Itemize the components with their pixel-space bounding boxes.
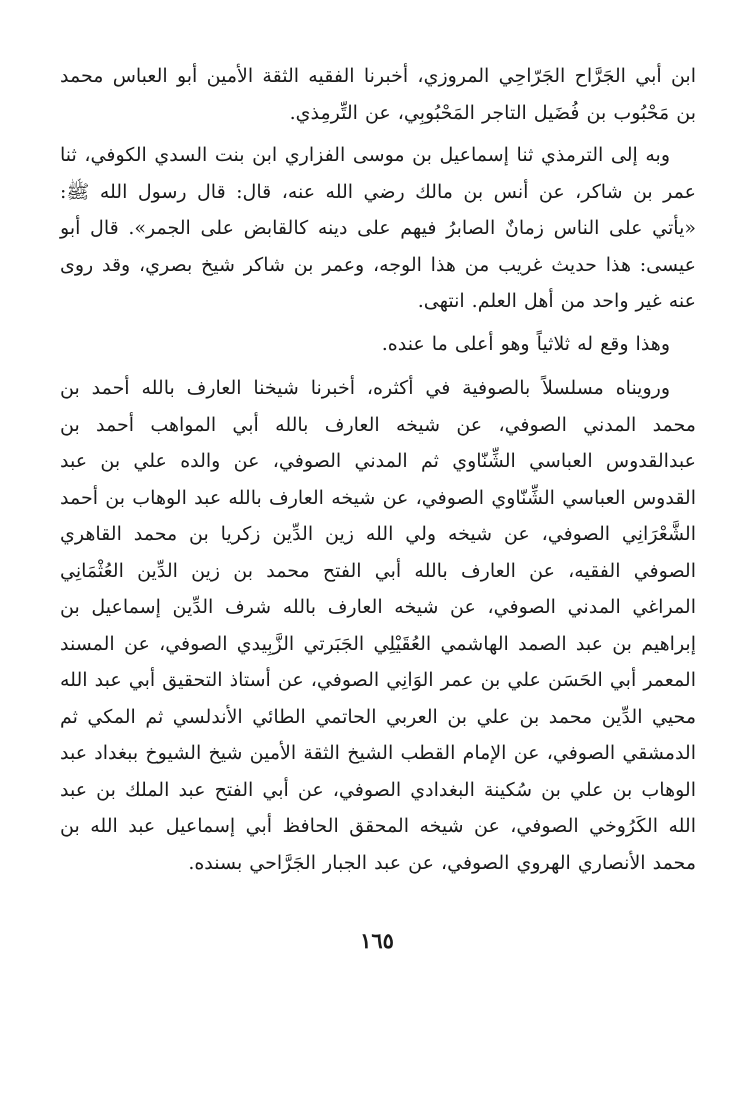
page-body bbox=[60, 58, 696, 887]
paragraph-1: ابن أبي الجَرَّاح الجَرّاحِي المروزي، أخبرنا الفقيه الثقة الأمين أبو العباس محمد بن مَحْبُوب بن فُضَيل التاجر المَحْبُوبِي، عن التِّرمِذي. bbox=[60, 65, 696, 124]
page-number: ١٦٥ bbox=[360, 928, 394, 953]
paragraph-3: وهذا وقع له ثلاثياً وهو أعلى ما عنده. bbox=[381, 332, 670, 355]
paragraph-4: ورويناه مسلسلاً بالصوفية في أكثره، أخبرنا شيخنا العارف بالله أحمد بن محمد المدني الصوفي، عن شيخه العارف بالله أبي المواهب أحمد بن عبدالقدوس العباسي الشِّنّاوي ثم المدني الصوفي، عن والده علي بن عبد القدوس العباسي الشِّنّاوي الصوفي، عن شيخه العارف بالله عبد الوهاب بن أحمد الشَّعْرَانِي الصوفي، عن شيخه ولي الله زين الدِّين زكريا بن محمد القاهري الصوفي الفقيه، عن العارف بالله أبي الفتح محمد بن زين الدِّين العُثْمَانِي المراغي المدني الصوفي، عن شيخه العارف بالله شرف الدِّين إسماعيل بن إبراهيم بن عبد الصمد الهاشمي العُقَيْلِي الجَبَرتي الزَّبِيدي الصوفي، عن المسند المعمر أبي الحَسَن علي بن عمر الوَانِي الصوفي، عن أستاذ التحقيق أبي عبد الله محيي الدِّين محمد بن علي بن العربي الحاتمي الطائي الأندلسي ثم المكي ثم الدمشقي الصوفي، عن الإمام القطب الشيخ الثقة الأمين شيخ الشيوخ ببغداد عبد الوهاب بن علي بن سُكينة البغدادي الصوفي، عن أبي الفتح عبد الملك بن عبد الله الكَرُوخي الصوفي، عن شيخه المحقق الحافظ أبي إسماعيل عبد الله بن محمد الأنصاري الهروي الصوفي، عن عبد الجبار الجَرَّاحي بسنده. bbox=[60, 377, 696, 874]
paragraph-2: وبه إلى الترمذي ثنا إسماعيل بن موسى الفزاري ابن بنت السدي الكوفي، ثنا عمر بن شاكر، عن أنس بن مالك رضي الله عنه، قال: قال رسول الله ﷺ: «يأتي على الناس زمانٌ الصابرُ فيهم على دينه كالقابض على الجمر». قال أبو عيسى: هذا حديث غريب من هذا الوجه، وعمر بن شاكر شيخ بصري، وقد روى عنه غير واحد من أهل العلم. انتهى. bbox=[60, 144, 696, 312]
